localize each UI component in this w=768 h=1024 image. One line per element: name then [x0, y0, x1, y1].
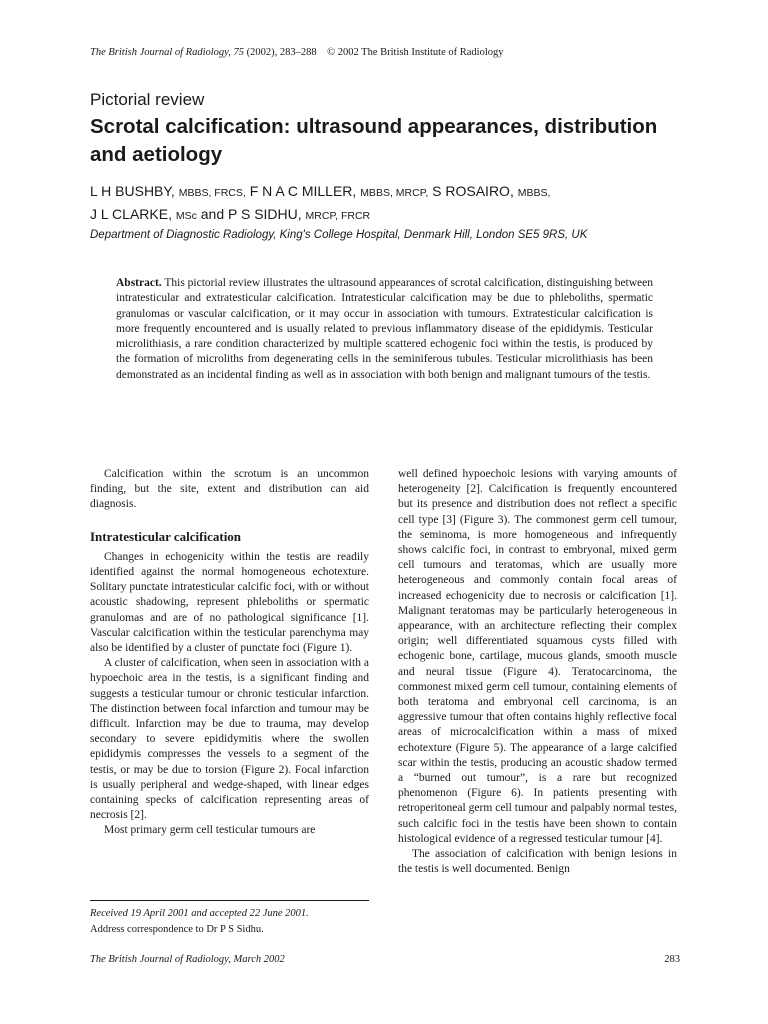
- abstract: [116, 276, 653, 383]
- author-degrees: MBBS, MRCP,: [360, 187, 429, 199]
- received-date: Received 19 April 2001 and accepted 22 June 2001.: [90, 908, 309, 919]
- author-name: F N A C MILLER,: [249, 183, 357, 199]
- article-title: Scrotal calcification: ultrasound appearances, distribution and aetiology: [90, 115, 658, 166]
- author-degrees: MRCP, FRCR: [305, 210, 371, 222]
- author-degrees: MBBS, FRCS,: [178, 187, 246, 199]
- section-heading: Intratesticular calcification: [90, 528, 242, 544]
- abstract-text: This pictorial review illustrates the ultrasound appearances of scrotal calcification, distinguishing between intratesticular and extratesticular calcification. Intratesticular calcification may be due to phleboliths, spermatic granulomas or vascular calcification, or it may occur in association with tumours. Extratesticular calcification is more frequently encountered and is usually related to previous inflammatory disease of the epididymis. Testicular microlithiasis, a rare condition characterized by multiple scattered echogenic foci within the testis, is produced by the formation of microliths from degenerating cells in the seminiferous tubules. Testicular microlithiasis has been demonstrated as an incidental finding as well as in association with both benign and malignant tumours of the testis.: [116, 277, 654, 381]
- author-degrees: MBBS,: [517, 187, 551, 199]
- footnote: [90, 906, 369, 938]
- journal-name: The British Journal of Radiology,: [90, 47, 231, 58]
- author-affiliation: Department of Diagnostic Radiology, King's College Hospital, Denmark Hill, London SE5 9RS, UK: [90, 229, 588, 241]
- body-paragraph: Most primary germ cell testicular tumours are: [104, 824, 316, 837]
- journal-pages: (2002), 283–288: [246, 47, 317, 58]
- correspondence-note: Address correspondence to Dr P S Sidhu.: [90, 924, 264, 935]
- abstract-label: Abstract.: [116, 277, 162, 289]
- author-degrees: MSc: [175, 210, 197, 222]
- article-type: Pictorial review: [90, 90, 205, 109]
- running-head: [90, 47, 690, 58]
- body-paragraph: Changes in echogenicity within the testis are readily identified against the normal homogeneous echotexture. Solitary punctate intratesticular calcific foci, with or without acoustic shadowing, represent phleboliths or spermatic granulomas and are of no pathological significance [1]. Vascular calcification within the testicular parenchyma may also be identified by a cluster of punctate foci (Figure 1).: [90, 550, 369, 655]
- footnote-divider: [90, 900, 369, 901]
- body-paragraph: The association of calcification with benign lesions in the testis is well documented. Benign: [398, 848, 677, 876]
- body-column-right: [398, 467, 677, 877]
- author-name: and P S SIDHU,: [200, 206, 302, 222]
- author-list: [90, 181, 690, 227]
- author-name: L H BUSHBY,: [90, 183, 175, 199]
- body-column-left: [90, 467, 369, 839]
- author-name: S ROSAIRO,: [432, 183, 514, 199]
- body-paragraph: A cluster of calcification, when seen in association with a hypoechoic area in the testis, is a significant finding and suggests a testicular tumour or chronic testicular infarction. The distinction between focal infarction and tumour may be difficult. Infarction may be due to trauma, may develop secondary to severe epididymitis where the swollen epididymis compresses the vessels to a segment of the testis, or may be due to torsion (Figure 2). Focal infarction is usually peripheral and wedge-shaped, with linear edges containing specks of calcification representing areas of necrosis [2].: [90, 657, 369, 822]
- journal-volume: 75: [233, 47, 244, 58]
- author-name: J L CLARKE,: [90, 206, 172, 222]
- copyright-notice: © 2002 The British Institute of Radiology: [327, 47, 504, 58]
- body-paragraph: Calcification within the scrotum is an uncommon finding, but the site, extent and distribution can aid diagnosis.: [90, 468, 369, 511]
- running-foot: The British Journal of Radiology, March 2002: [90, 954, 285, 965]
- body-paragraph: well defined hypoechoic lesions with varying amounts of heterogeneity [2]. Calcification is frequently encountered but its presence and distribution does not reflect a specific cell type [3] (Figure 3). The commonest germ cell tumour, the seminoma, is more homogeneous and infrequently shows calcific foci, in contrast to embryonal, mixed germ cell tumours and teratomas, which are usually more heterogeneous and commonly contain focal areas of increased echogenicity due to necrosis or calcification [1]. Malignant teratomas may be particularly heterogeneous in appearance, with an architecture reflecting their complex origin; well differentiated squamous cysts filled with echogenic bone, cartilage, mucous glands, smooth muscle and neural tissue (Figure 4). Teratocarcinoma, the commonest mixed germ cell tumour, containing elements of both teratoma and embryonal cell carcinoma, is an aggressive tumour that often contains highly reflective focal areas of microcalcification within a mass of mixed echotexture (Figure 5). The appearance of a large calcified scar within the testis, producing an acoustic shadow termed a “burned out tumour”, is a rare but recognized phenomenon (Figure 6). In patients presenting with retroperitoneal germ cell tumour and palpably normal testes, such calcific foci in the testis have been shown to contain histological evidence of a regressed testicular tumour [4].: [398, 468, 677, 845]
- page-number: 283: [664, 954, 680, 965]
